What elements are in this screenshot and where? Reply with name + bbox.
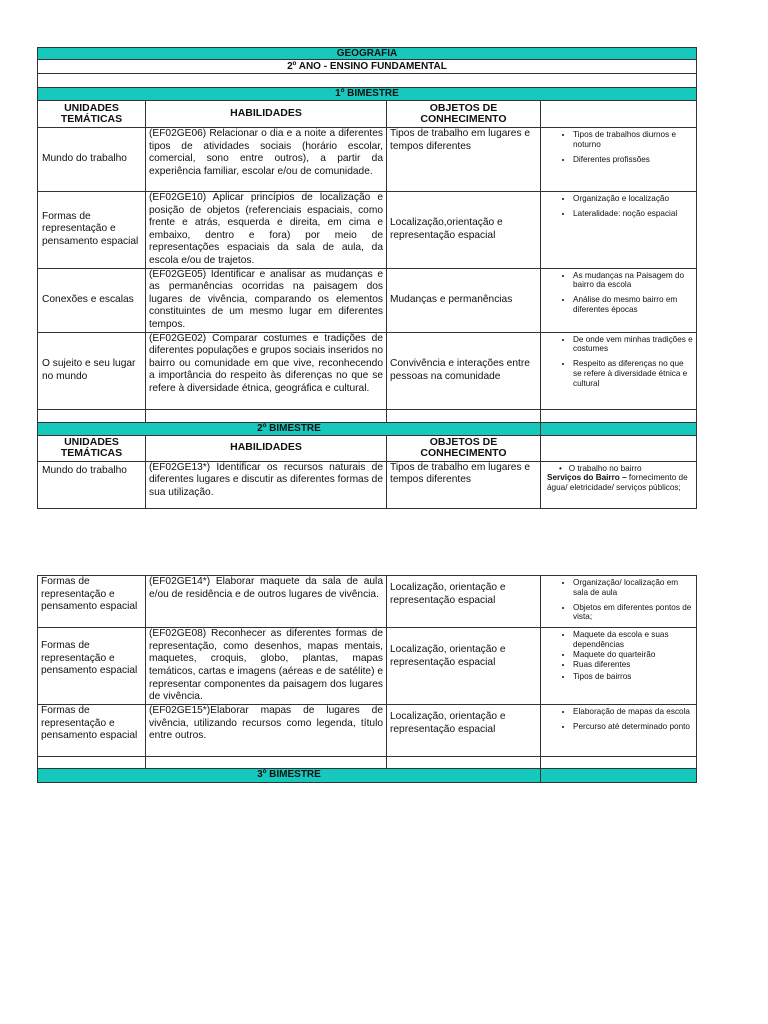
list-item: • Análise do mesmo bairro em diferentes épocas — [573, 295, 694, 315]
skill-cell: (EF02GE10) Aplicar princípios de localização e posição de objetos (referenciais espaciais, como frente e atrás, esquerda e direita, em cima e embaixo, dentro e fora) por meio de representações espaciais da sala de aula, da escola e/ou de trajetos. — [146, 192, 387, 269]
services-note-bold: Serviços do Bairro – — [547, 473, 627, 483]
bullets-cell — [541, 332, 697, 409]
col-empty — [541, 435, 697, 461]
blank-cell — [38, 409, 146, 422]
table-row — [38, 461, 697, 508]
col-unidades: UNIDADES TEMÁTICAS — [38, 435, 146, 461]
list-item: • De onde vem minhas tradições e costumes — [573, 335, 694, 355]
unit-cell: Formas de representação e pensamento espacial — [38, 628, 146, 705]
object-cell: Localização, orientação e representação espacial — [387, 576, 541, 628]
table-row — [38, 576, 697, 628]
curriculum-table-page-2 — [37, 575, 697, 783]
table-row — [38, 192, 697, 269]
list-item: • Elaboração de mapas da escola — [573, 707, 694, 717]
list-item: • Organização e localização — [573, 194, 694, 204]
col-habilidades: HABILIDADES — [146, 101, 387, 128]
teal-empty-cell — [541, 769, 697, 783]
column-header-row — [38, 101, 697, 128]
list-item: • Objetos em diferentes pontos de vista; — [573, 603, 694, 623]
unit-cell: Formas de representação e pensamento espacial — [38, 576, 146, 628]
object-cell: Localização, orientação e representação espacial — [387, 705, 541, 757]
unit-cell: Formas de representação e pensamento espacial — [38, 705, 146, 757]
services-note-text: fornecimento de água/ eletricidade/ serviços públicos; — [547, 473, 688, 493]
object-cell: Tipos de trabalho em lugares e tempos diferentes — [387, 128, 541, 192]
table-row — [38, 628, 697, 705]
skill-cell: (EF02GE08) Reconhecer as diferentes formas de representação, como desenhos, mapas mentais, maquetes, croquis, globo, plantas, mapas temáticos, cartas e imagens (aéreas e de satélite) e representar componentes da paisagem dos lugares de vivência. — [146, 628, 387, 705]
bullets-cell — [541, 628, 697, 705]
blank-cell — [541, 409, 697, 422]
table-row — [38, 332, 697, 409]
list-item: • Maquete da escola e suas dependências — [573, 630, 694, 650]
blank-cell — [38, 757, 146, 769]
object-cell: Tipos de trabalho em lugares e tempos diferentes — [387, 461, 541, 508]
skill-cell: (EF02GE02) Comparar costumes e tradições de diferentes populações e grupos sociais inseridos no bairro ou comunidade em que vive, reconhecendo a importância do respeito às diferenças no que se refere à diversidade étnica, geográfica e cultural. — [146, 332, 387, 409]
table-row — [38, 128, 697, 192]
subject-title: GEOGRAFIA — [38, 48, 697, 60]
bullets-cell — [541, 576, 697, 628]
bullets-cell — [541, 461, 697, 508]
object-cell: Mudanças e permanências — [387, 268, 541, 332]
blank-cell — [146, 409, 387, 422]
list-item: • Diferentes profissões — [573, 155, 694, 165]
curriculum-table-page-1 — [37, 47, 697, 509]
list-item: • Tipos de bairros — [573, 672, 694, 682]
skill-cell: (EF02GE15*)Elaborar mapas de lugares de vivência, utilizando recursos como legenda, título entre outros. — [146, 705, 387, 757]
table-row — [38, 705, 697, 757]
services-note — [547, 473, 694, 493]
col-objetos: OBJETOS DE CONHECIMENTO — [387, 101, 541, 128]
col-habilidades: HABILIDADES — [146, 435, 387, 461]
bimester-1-title: 1º BIMESTRE — [38, 88, 697, 101]
object-cell: Localização,orientação e representação espacial — [387, 192, 541, 269]
bullets-cell — [541, 705, 697, 757]
object-cell: Convivência e interações entre pessoas na comunidade — [387, 332, 541, 409]
blank-row — [38, 74, 697, 88]
unit-cell: Conexões e escalas — [38, 268, 146, 332]
list-item: • O trabalho no bairro — [559, 463, 642, 473]
skill-cell: (EF02GE13*) Identificar os recursos naturais de diferentes lugares e discutir as diferentes formas de sua utilização. — [146, 461, 387, 508]
unit-cell: Mundo do trabalho — [38, 461, 146, 508]
blank-cell — [387, 757, 541, 769]
blank-cell — [387, 409, 541, 422]
list-item: • Lateralidade: noção espacial — [573, 209, 694, 219]
list-item: • As mudanças na Paisagem do bairro da escola — [573, 271, 694, 291]
col-empty — [541, 101, 697, 128]
blank-cell — [541, 757, 697, 769]
skill-cell: (EF02GE05) Identificar e analisar as mudanças e as permanências ocorridas na paisagem dos lugares de vivência, comparando os elementos constituintes de um mesmo lugar em diferentes tempos. — [146, 268, 387, 332]
unit-cell: Formas de representação e pensamento espacial — [38, 192, 146, 269]
list-item: • Organização/ localização em sala de aula — [573, 578, 694, 598]
column-header-row — [38, 435, 697, 461]
bullets-cell — [541, 128, 697, 192]
list-item: • Tipos de trabalhos diurnos e noturno — [573, 130, 694, 150]
table-row — [38, 268, 697, 332]
list-item: • Maquete do quarteirão — [573, 650, 694, 660]
grade-title: 2º ANO - ENSINO FUNDAMENTAL — [38, 60, 697, 74]
bimester-3-title: 3º BIMESTRE — [38, 769, 541, 783]
list-item: • Ruas diferentes — [573, 660, 694, 670]
object-cell: Localização, orientação e representação espacial — [387, 628, 541, 705]
unit-cell: O sujeito e seu lugar no mundo — [38, 332, 146, 409]
list-item-text: O trabalho no bairro — [568, 463, 642, 473]
col-unidades: UNIDADES TEMÁTICAS — [38, 101, 146, 128]
teal-empty-cell — [541, 422, 697, 435]
bullets-cell — [541, 192, 697, 269]
skill-cell: (EF02GE14*) Elaborar maquete da sala de aula e/ou de residência e de outros lugares de vivência. — [146, 576, 387, 628]
list-item: • Percurso até determinado ponto — [573, 722, 694, 732]
blank-cell — [146, 757, 387, 769]
unit-cell: Mundo do trabalho — [38, 128, 146, 192]
list-item: • Respeito as diferenças no que se refere à diversidade étnica e cultural — [573, 359, 694, 388]
bimester-2-title: 2º BIMESTRE — [38, 422, 541, 435]
bullets-cell — [541, 268, 697, 332]
col-objetos: OBJETOS DE CONHECIMENTO — [387, 435, 541, 461]
skill-cell: (EF02GE06) Relacionar o dia e a noite a diferentes tipos de atividades sociais (horário escolar, comercial, sono entre outros), a partir da experiência familiar, escolar e/ou de comunidade. — [146, 128, 387, 192]
